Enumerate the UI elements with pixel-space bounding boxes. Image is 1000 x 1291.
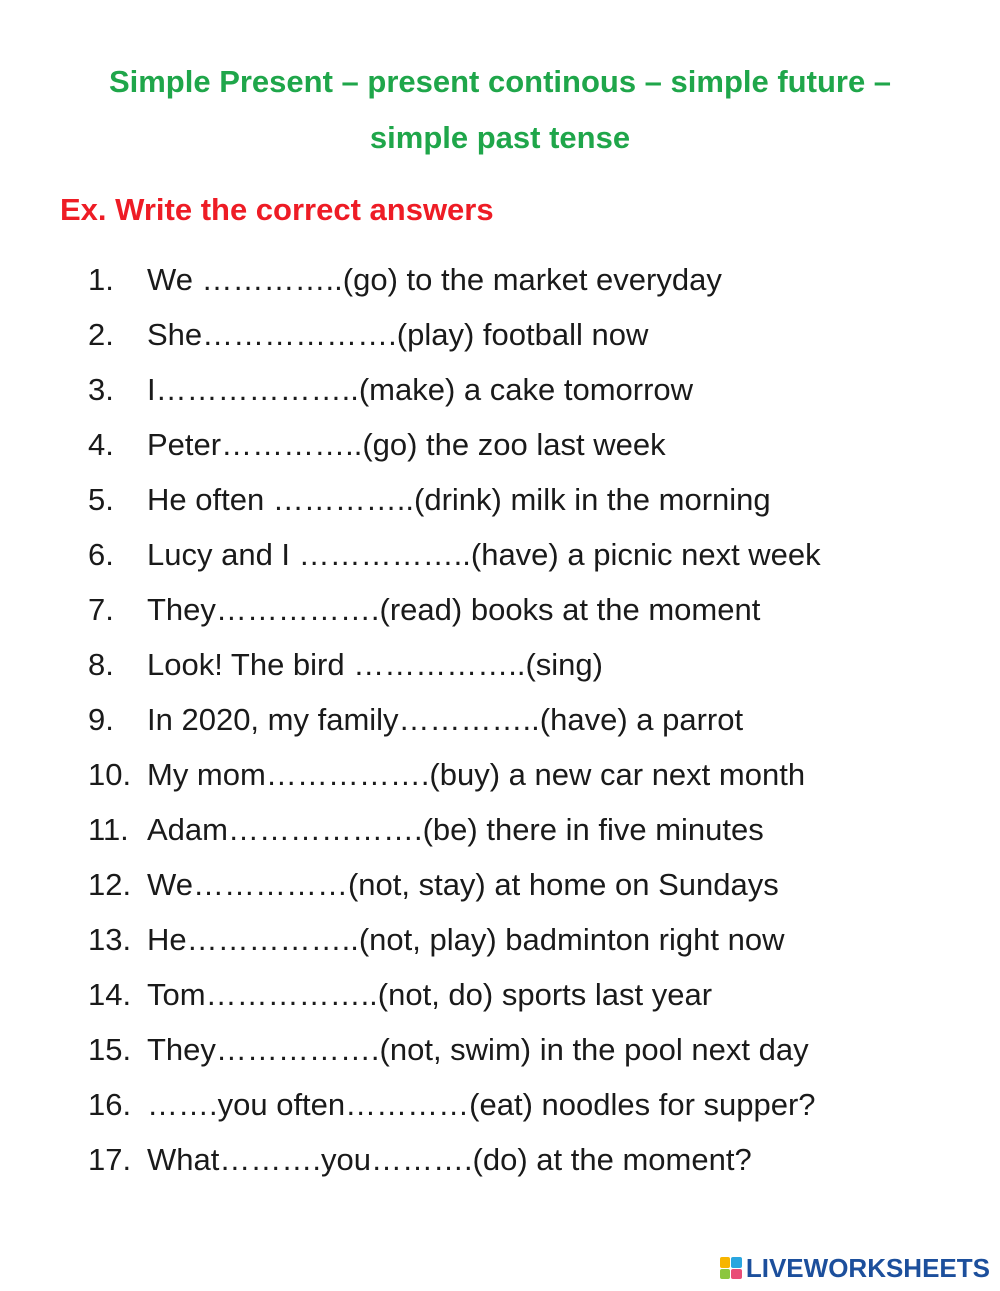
exercise-item-4: [0, 423, 1000, 478]
exercise-item-11: [0, 808, 1000, 863]
exercise-item-9: [0, 698, 1000, 753]
item-number: 3.: [88, 372, 114, 407]
item-sentence: My mom…………….(buy) a new car next month: [147, 757, 806, 792]
item-number: 2.: [88, 317, 114, 352]
exercise-item-16: [0, 1083, 1000, 1138]
worksheet-title-line-2: simple past tense: [369, 120, 631, 155]
exercise-item-3: [0, 368, 1000, 423]
item-sentence: They…………….(read) books at the moment: [147, 592, 761, 627]
item-number: 5.: [88, 482, 114, 517]
exercise-item-14: [0, 973, 1000, 1028]
worksheet-title-line-1: Simple Present – present continous – simple future –: [108, 64, 892, 99]
item-number: 7.: [88, 592, 114, 627]
item-sentence: She……………….(play) football now: [147, 317, 649, 352]
item-number: 11.: [88, 812, 129, 847]
exercise-item-7: [0, 588, 1000, 643]
item-number: 6.: [88, 537, 114, 572]
item-number: 8.: [88, 647, 114, 682]
exercise-item-17: [0, 1138, 1000, 1193]
item-sentence: …….you often…………(eat) noodles for supper?: [147, 1087, 816, 1122]
exercise-item-12: [0, 863, 1000, 918]
exercise-item-5: [0, 478, 1000, 533]
item-sentence: In 2020, my family…………..(have) a parrot: [147, 702, 744, 737]
item-number: 12.: [88, 867, 132, 902]
item-sentence: We …………..(go) to the market everyday: [147, 262, 722, 297]
item-sentence: We……………(not, stay) at home on Sundays: [147, 867, 779, 902]
item-number: 1.: [88, 262, 114, 297]
item-sentence: What……….you……….(do) at the moment?: [147, 1142, 752, 1177]
item-number: 17.: [88, 1142, 132, 1177]
exercise-item-1: [0, 258, 1000, 313]
item-number: 15.: [88, 1032, 132, 1067]
item-number: 9.: [88, 702, 114, 737]
exercise-item-8: [0, 643, 1000, 698]
exercise-list: [0, 258, 1000, 1193]
item-number: 14.: [88, 977, 132, 1012]
exercise-instruction: Ex. Write the correct answers: [60, 192, 494, 227]
exercise-item-15: [0, 1028, 1000, 1083]
liveworksheets-watermark: [720, 1253, 990, 1283]
item-sentence: Look! The bird ……………..(sing): [147, 647, 603, 682]
item-sentence: He often …………..(drink) milk in the morning: [147, 482, 771, 517]
item-number: 16.: [88, 1087, 132, 1122]
item-number: 13.: [88, 922, 132, 957]
item-sentence: Tom……………..(not, do) sports last year: [147, 977, 713, 1012]
exercise-item-6: [0, 533, 1000, 588]
item-sentence: Lucy and I ……………..(have) a picnic next week: [147, 537, 821, 572]
exercise-item-10: [0, 753, 1000, 808]
item-sentence: They…………….(not, swim) in the pool next day: [147, 1032, 809, 1067]
item-number: 10.: [88, 757, 132, 792]
item-sentence: I………………..(make) a cake tomorrow: [147, 372, 694, 407]
item-number: 4.: [88, 427, 114, 462]
exercise-item-13: [0, 918, 1000, 973]
liveworksheets-logo-icon: [720, 1257, 742, 1279]
exercise-item-2: [0, 313, 1000, 368]
item-sentence: Adam……………….(be) there in five minutes: [147, 812, 764, 847]
watermark-text: LIVEWORKSHEETS: [745, 1252, 990, 1283]
item-sentence: He……………..(not, play) badminton right now: [147, 922, 785, 957]
item-sentence: Peter…………..(go) the zoo last week: [147, 427, 666, 462]
